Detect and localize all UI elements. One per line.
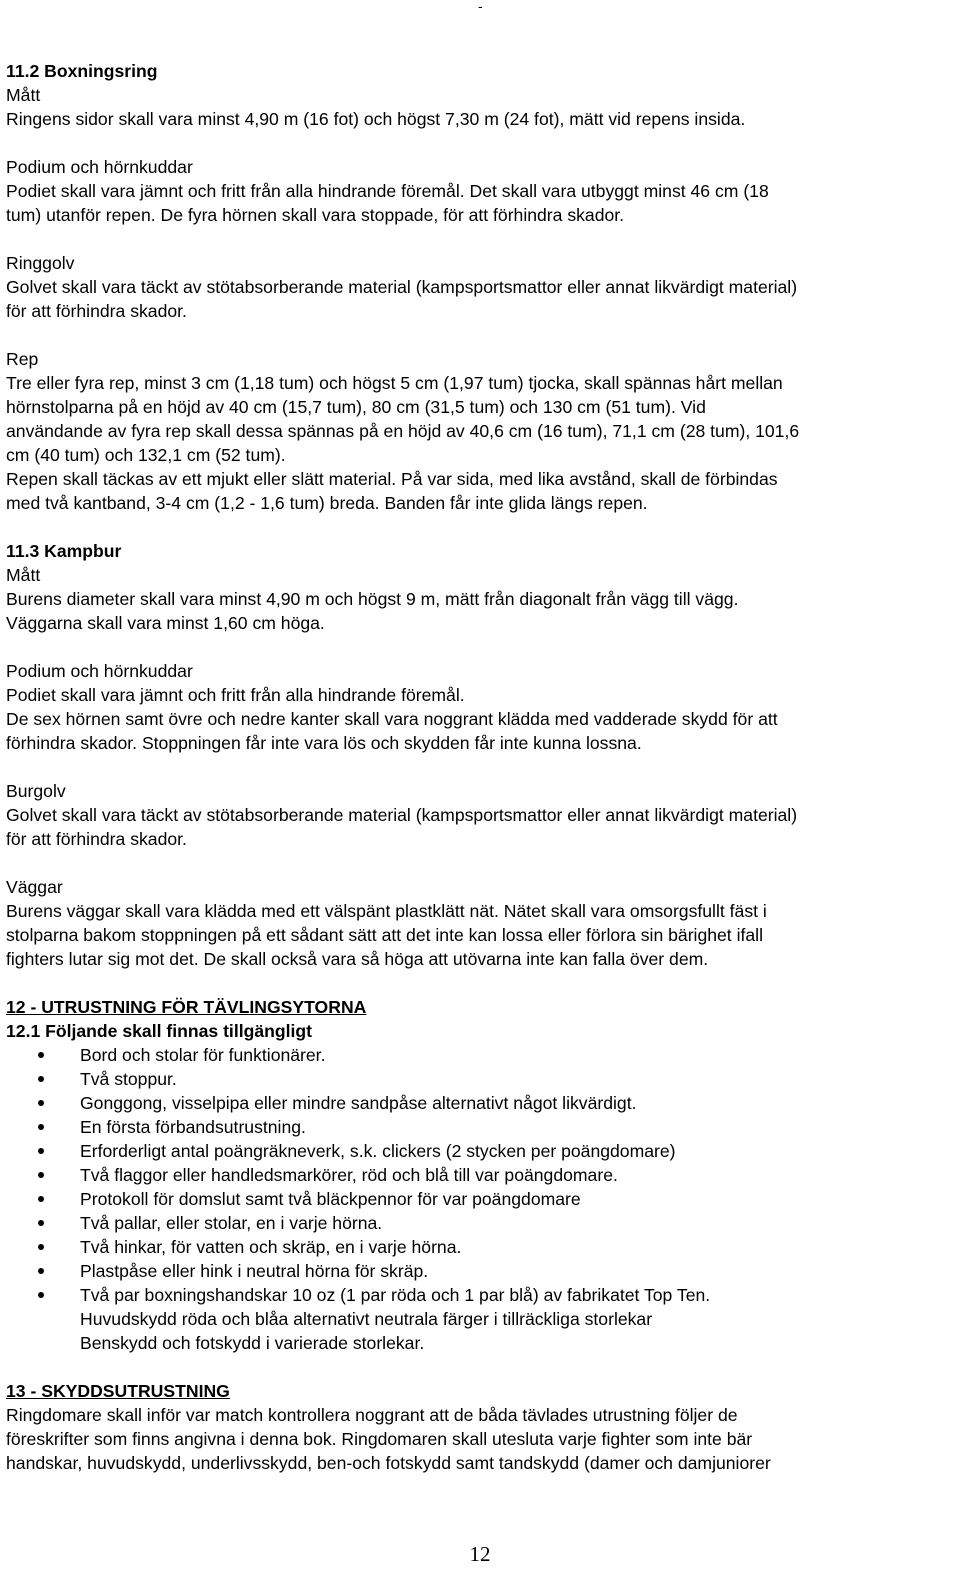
paragraph-line: för att förhindra skador. xyxy=(6,301,187,321)
vaggar-block xyxy=(6,875,952,971)
chapter-title: 12 - UTRUSTNING FÖR TÄVLINGSYTORNA xyxy=(6,997,367,1017)
paragraph-line: med två kantband, 3-4 cm (1,2 - 1,6 tum) breda. Banden får inte glida längs repen. xyxy=(6,493,648,513)
paragraph-line: föreskrifter som finns angivna i denna bok. Ringdomaren skall utesluta varje fighter som inte bär xyxy=(6,1429,753,1449)
bullet-icon xyxy=(38,1244,44,1250)
paragraph-line: cm (40 tum) och 132,1 cm (52 tum). xyxy=(6,445,286,465)
paragraph-line: för att förhindra skador. xyxy=(6,829,187,849)
section-title: 12.1 Följande skall finnas tillgängligt xyxy=(6,1021,313,1041)
subheading-burgolv: Burgolv xyxy=(6,781,66,801)
list-item: Plastpåse eller hink i neutral hörna för skräp. xyxy=(6,1259,952,1283)
paragraph-line: Burens diameter skall vara minst 4,90 m och högst 9 m, mätt från diagonalt från vägg till vägg. xyxy=(6,589,739,609)
subheading-podium: Podium och hörnkuddar xyxy=(6,661,193,681)
section-title: 11.3 Kampbur xyxy=(6,541,122,561)
paragraph-line: Golvet skall vara täckt av stötabsorberande material (kampsportsmattor eller annat likvärdigt material) xyxy=(6,805,798,825)
ringgolv-block xyxy=(6,251,952,323)
list-item: Två pallar, eller stolar, en i varje hörna. xyxy=(6,1211,952,1235)
list-item: Två hinkar, för vatten och skräp, en i varje hörna. xyxy=(6,1235,952,1259)
paragraph-line: Repen skall täckas av ett mjukt eller slätt material. På var sida, med lika avstånd, skall de förbindas xyxy=(6,469,778,489)
bullet-icon xyxy=(38,1052,44,1058)
bullet-icon xyxy=(38,1100,44,1106)
paragraph-line: hörnstolparna på en höjd av 40 cm (15,7 tum), 80 cm (31,5 tum) och 130 cm (51 tum). Vid xyxy=(6,397,706,417)
paragraph-line: Ringdomare skall inför var match kontrollera noggrant att de båda tävlades utrustning följer de xyxy=(6,1405,738,1425)
list-item: En första förbandsutrustning. xyxy=(6,1115,952,1139)
subheading-matt: Mått xyxy=(6,565,41,585)
paragraph-line: handskar, huvudskydd, underlivsskydd, ben-och fotskydd samt tandskydd (damer och damjuniorer xyxy=(6,1453,771,1473)
subheading-podium: Podium och hörnkuddar xyxy=(6,157,193,177)
paragraph-line: Podiet skall vara jämnt och fritt från alla hindrande föremål. xyxy=(6,685,465,705)
paragraph-line: stolparna bakom stoppningen på ett sådant sätt att det inte kan lossa eller förlora sin bärighet ifall xyxy=(6,925,763,945)
section-title: 11.2 Boxningsring xyxy=(6,61,158,81)
paragraph-line: Väggarna skall vara minst 1,60 cm höga. xyxy=(6,613,325,633)
subheading-rep: Rep xyxy=(6,349,39,369)
paragraph-line: Burens väggar skall vara klädda med ett välspänt plastklätt nät. Nätet skall vara omsorgsfullt fäst i xyxy=(6,901,767,921)
top-mark: - xyxy=(478,0,483,14)
list-item: Två flaggor eller handledsmarkörer, röd och blå till var poängdomare. xyxy=(6,1163,952,1187)
paragraph-line: Podiet skall vara jämnt och fritt från alla hindrande föremål. Det skall vara utbyggt minst 46 cm (18 xyxy=(6,181,769,201)
list-item: Gonggong, visselpipa eller mindre sandpåse alternativt något likvärdigt. xyxy=(6,1091,952,1115)
bullet-icon xyxy=(38,1124,44,1130)
bullet-icon xyxy=(38,1076,44,1082)
bullet-icon xyxy=(38,1172,44,1178)
paragraph-line: fighters lutar sig mot det. De skall också vara så höga att utövarna inte kan falla över dem. xyxy=(6,949,709,969)
subheading-vaggar: Väggar xyxy=(6,877,63,897)
section-11-2 xyxy=(6,59,952,131)
paragraph-line: tum) utanför repen. De fyra hörnen skall vara stoppade, för att förhindra skador. xyxy=(6,205,625,225)
paragraph-line: Golvet skall vara täckt av stötabsorberande material (kampsportsmattor eller annat likvärdigt material) xyxy=(6,277,798,297)
podium-block xyxy=(6,659,952,755)
list-item: Erforderligt antal poängräkneverk, s.k. clickers (2 stycken per poängdomare) xyxy=(6,1139,952,1163)
list-item: Bord och stolar för funktionärer. xyxy=(6,1043,952,1067)
subheading-ringgolv: Ringgolv xyxy=(6,253,75,273)
page-content xyxy=(6,59,952,1475)
burgolv-block xyxy=(6,779,952,851)
bullet-icon xyxy=(38,1292,44,1298)
bullet-icon xyxy=(38,1196,44,1202)
podium-block xyxy=(6,155,952,227)
list-item-continuation: Huvudskydd röda och blåa alternativt neutrala färger i tillräckliga storlekar xyxy=(80,1309,653,1329)
paragraph-line: Tre eller fyra rep, minst 3 cm (1,18 tum) och högst 5 cm (1,97 tum) tjocka, skall spännas hårt mellan xyxy=(6,373,783,393)
rep-block xyxy=(6,347,952,515)
section-11-3 xyxy=(6,539,952,635)
bullet-icon xyxy=(38,1220,44,1226)
section-12 xyxy=(6,995,952,1355)
paragraph-line: Ringens sidor skall vara minst 4,90 m (16 fot) och högst 7,30 m (24 fot), mätt vid repens insida. xyxy=(6,109,746,129)
section-13 xyxy=(6,1379,952,1475)
subheading-matt: Mått xyxy=(6,85,41,105)
list-item: Två stoppur. xyxy=(6,1067,952,1091)
list-item: Två par boxningshandskar 10 oz (1 par röda och 1 par blå) av fabrikatet Top Ten. xyxy=(6,1283,952,1307)
paragraph-line: förhindra skador. Stoppningen får inte vara lös och skydden får inte kunna lossna. xyxy=(6,733,642,753)
list-item: Protokoll för domslut samt två bläckpennor för var poängdomare xyxy=(6,1187,952,1211)
paragraph-line: användande av fyra rep skall dessa spännas på en höjd av 40,6 cm (16 tum), 71,1 cm (28 tum), 101,6 xyxy=(6,421,800,441)
bullet-icon xyxy=(38,1268,44,1274)
list-item-continuation: Benskydd och fotskydd i varierade storlekar. xyxy=(80,1333,425,1353)
page-number: 12 xyxy=(469,1542,491,1566)
paragraph-line: De sex hörnen samt övre och nedre kanter skall vara noggrant klädda med vadderade skydd för att xyxy=(6,709,778,729)
chapter-title: 13 - SKYDDSUTRUSTNING xyxy=(6,1381,230,1401)
equipment-list xyxy=(6,1043,952,1307)
bullet-icon xyxy=(38,1148,44,1154)
